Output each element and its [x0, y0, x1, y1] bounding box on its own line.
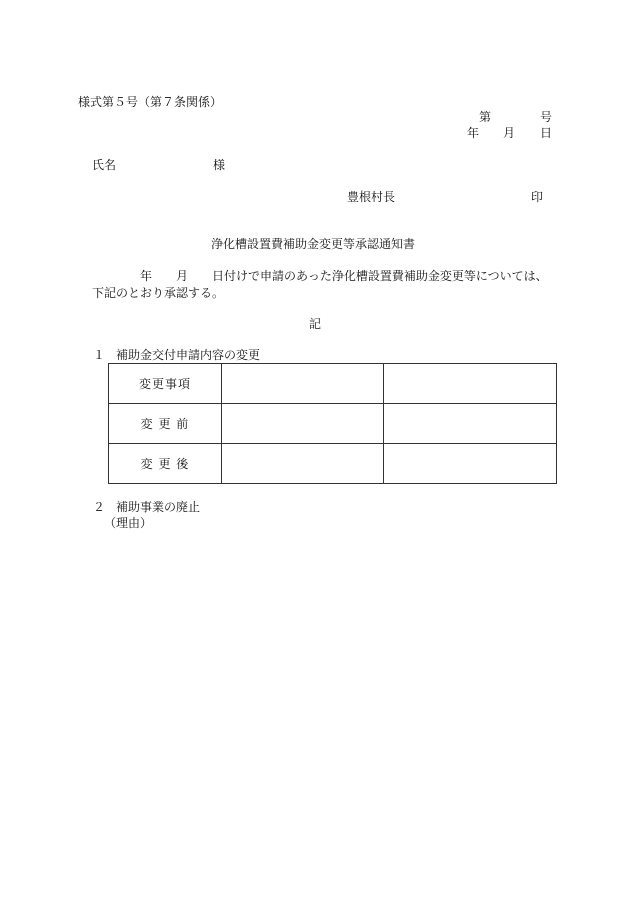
issuer-title: 豊根村長	[347, 190, 396, 204]
table-row	[109, 444, 557, 484]
cell-empty	[384, 444, 557, 484]
change-table	[108, 363, 557, 484]
date-year: 年	[467, 126, 480, 140]
form-number: 様式第５号（第７条関係）	[78, 95, 223, 109]
table-row	[109, 404, 557, 444]
row-label-after: 変 更 後	[109, 444, 222, 484]
cell-empty	[222, 404, 384, 444]
doc-number-prefix: 第	[479, 110, 492, 124]
body-line-2: 下記のとおり承認する。	[92, 286, 225, 300]
cell-empty	[384, 364, 557, 404]
addressee-name-label: 氏名	[92, 158, 117, 172]
section2-reason: （理由）	[104, 516, 153, 530]
body-month: 月	[176, 269, 189, 283]
section1-number: １	[93, 348, 106, 362]
date-month: 月	[503, 126, 516, 140]
document-title: 浄化槽設置費補助金変更等承認通知書	[211, 237, 416, 251]
addressee-honorific: 様	[213, 158, 226, 172]
body-line-1: 日付けで申請のあった浄化槽設置費補助金変更等については、	[212, 269, 548, 283]
table-row	[109, 364, 557, 404]
date-day: 日	[540, 126, 553, 140]
cell-empty	[222, 364, 384, 404]
ki-heading: 記	[309, 317, 322, 331]
section2-number: ２	[93, 500, 106, 514]
section2-title: 補助事業の廃止	[116, 500, 201, 514]
section1-title: 補助金交付申請内容の変更	[116, 348, 261, 362]
cell-empty	[384, 404, 557, 444]
row-label-before: 変 更 前	[109, 404, 222, 444]
row-label-change-item: 変更事項	[109, 364, 222, 404]
body-year: 年	[140, 269, 153, 283]
doc-number-suffix: 号	[540, 110, 553, 124]
seal-mark: 印	[531, 190, 544, 204]
cell-empty	[222, 444, 384, 484]
